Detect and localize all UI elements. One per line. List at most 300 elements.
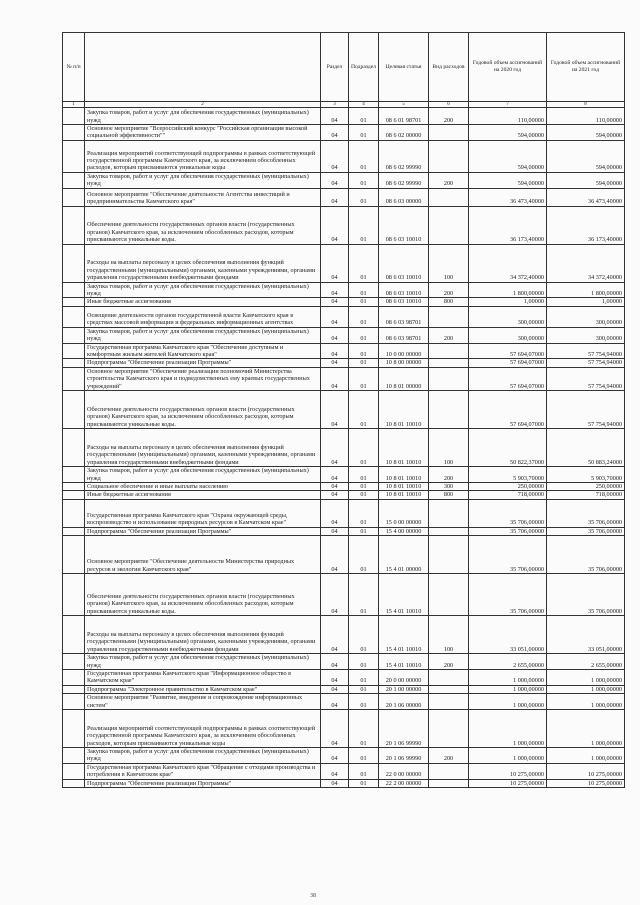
row-vr-cell (429, 499, 469, 527)
table-row (63, 306, 625, 327)
row-2021-cell: 36 173,40000 (547, 206, 625, 244)
row-csr-cell: 08 6 03 10010 (379, 244, 429, 282)
row-2021-cell: 594,00000 (547, 172, 625, 188)
row-2020-cell: 1 000,00000 (469, 709, 547, 747)
row-vr-cell (429, 206, 469, 244)
row-num-cell (63, 779, 85, 787)
table-row (63, 172, 625, 188)
row-vr-cell: 200 (429, 654, 469, 670)
row-2021-cell: 1 000,00000 (547, 709, 625, 747)
table-row (63, 694, 625, 710)
row-vr-cell (429, 763, 469, 779)
row-name-cell: Государственная программа Камчатского края "Обеспечение доступным и комфортным жильем жителей Камчатского края" (85, 343, 321, 359)
row-num-cell (63, 763, 85, 779)
row-num-cell (63, 306, 85, 327)
header-razdel: Раздел (321, 33, 349, 102)
row-2021-cell: 1 000,00000 (547, 669, 625, 685)
row-razdel-cell: 04 (321, 327, 349, 343)
row-razdel-cell: 04 (321, 367, 349, 390)
row-num-cell (63, 298, 85, 306)
row-2020-cell: 718,00000 (469, 491, 547, 499)
row-podrazdel-cell: 01 (349, 763, 379, 779)
row-2021-cell: 50 883,24000 (547, 429, 625, 467)
row-2021-cell: 10 275,00000 (547, 779, 625, 787)
table-row (63, 669, 625, 685)
row-num-cell (63, 527, 85, 535)
row-2020-cell: 57 694,07000 (469, 391, 547, 429)
row-2020-cell: 36 473,40000 (469, 188, 547, 206)
row-2020-cell: 57 694,07000 (469, 367, 547, 390)
row-name-cell: Обеспечение деятельности государственных органов власти (государственных органов) Камчатского края, за исключением обособленных расходов, которым присваиваются уникальные коды. (85, 391, 321, 429)
row-vr-cell (429, 391, 469, 429)
row-name-cell: Закупка товаров, работ и услуг для обеспечения государственных (муниципальных) нужд (85, 282, 321, 298)
row-2021-cell: 5 903,70000 (547, 467, 625, 483)
row-2021-cell: 594,00000 (547, 140, 625, 172)
row-2020-cell: 1,00000 (469, 298, 547, 306)
row-vr-cell (429, 779, 469, 787)
row-podrazdel-cell: 01 (349, 125, 379, 141)
row-num-cell (63, 125, 85, 141)
row-razdel-cell: 04 (321, 359, 349, 367)
row-2020-cell: 1 000,00000 (469, 747, 547, 763)
row-num-cell (63, 694, 85, 710)
row-2020-cell: 1 800,00000 (469, 282, 547, 298)
row-razdel-cell: 04 (321, 527, 349, 535)
row-2020-cell: 35 706,00000 (469, 499, 547, 527)
row-csr-cell: 15 4 00 00000 (379, 527, 429, 535)
row-razdel-cell: 04 (321, 747, 349, 763)
row-name-cell: Государственная программа Камчатского края "Охрана окружающей среды, воспроизводство и использование природных ресурсов в Камчатском крае" (85, 499, 321, 527)
row-2021-cell: 1 000,00000 (547, 685, 625, 693)
table-row (63, 491, 625, 499)
row-razdel-cell: 04 (321, 694, 349, 710)
row-2021-cell: 35 706,00000 (547, 574, 625, 616)
row-vr-cell: 200 (429, 467, 469, 483)
row-2020-cell: 300,00000 (469, 306, 547, 327)
row-podrazdel-cell: 01 (349, 108, 379, 125)
row-name-cell: Закупка товаров, работ и услуг для обеспечения государственных (муниципальных) нужд (85, 747, 321, 763)
row-name-cell: Иные бюджетные ассигнования (85, 298, 321, 306)
row-2020-cell: 10 275,00000 (469, 763, 547, 779)
column-number: 1 (63, 102, 85, 108)
row-podrazdel-cell: 01 (349, 359, 379, 367)
row-csr-cell: 08 6 02 99990 (379, 140, 429, 172)
row-vr-cell (429, 709, 469, 747)
row-name-cell: Государственная программа Камчатского края "Информационное общество в Камчатском крае" (85, 669, 321, 685)
row-csr-cell: 15 4 01 10010 (379, 574, 429, 616)
row-razdel-cell: 04 (321, 282, 349, 298)
row-csr-cell: 15 0 00 00000 (379, 499, 429, 527)
row-vr-cell (429, 536, 469, 574)
row-num-cell (63, 654, 85, 670)
row-num-cell (63, 282, 85, 298)
row-2020-cell: 594,00000 (469, 172, 547, 188)
row-num-cell (63, 429, 85, 467)
row-name-cell: Основное мероприятие "Обеспечение деятельности Министерства природных ресурсов и экологии Камчатского края" (85, 536, 321, 574)
row-2020-cell: 35 706,00000 (469, 574, 547, 616)
row-2021-cell: 2 655,00000 (547, 654, 625, 670)
row-num-cell (63, 188, 85, 206)
row-2020-cell: 34 372,40000 (469, 244, 547, 282)
row-csr-cell: 08 6 03 98701 (379, 327, 429, 343)
row-csr-cell: 08 6 03 10010 (379, 298, 429, 306)
row-2021-cell: 1 000,00000 (547, 747, 625, 763)
table-row (63, 188, 625, 206)
row-vr-cell (429, 669, 469, 685)
row-razdel-cell: 04 (321, 685, 349, 693)
header-csr: Целевая статья (379, 33, 429, 102)
table-row (63, 685, 625, 693)
row-2021-cell: 718,00000 (547, 491, 625, 499)
table-row (63, 709, 625, 747)
table-row (63, 282, 625, 298)
table-row (63, 391, 625, 429)
table-row (63, 108, 625, 125)
row-razdel-cell: 04 (321, 244, 349, 282)
row-razdel-cell: 04 (321, 172, 349, 188)
row-podrazdel-cell: 01 (349, 343, 379, 359)
row-csr-cell: 08 6 01 98701 (379, 108, 429, 125)
row-2021-cell: 57 754,94000 (547, 343, 625, 359)
row-vr-cell (429, 188, 469, 206)
row-num-cell (63, 359, 85, 367)
row-podrazdel-cell: 01 (349, 244, 379, 282)
header-name (85, 33, 321, 102)
row-csr-cell: 08 6 03 10010 (379, 206, 429, 244)
row-name-cell: Обеспечение деятельности государственных органов власти (государственных органов) Камчатского края, за исключением обособленных расходов, которым присваиваются уникальные коды. (85, 574, 321, 616)
row-vr-cell (429, 574, 469, 616)
table-row (63, 763, 625, 779)
row-podrazdel-cell: 01 (349, 527, 379, 535)
column-number: 4 (349, 102, 379, 108)
row-vr-cell: 100 (429, 244, 469, 282)
row-vr-cell: 200 (429, 747, 469, 763)
row-razdel-cell: 04 (321, 140, 349, 172)
row-csr-cell: 22 2 00 00000 (379, 779, 429, 787)
row-2020-cell: 110,00000 (469, 108, 547, 125)
table-row (63, 779, 625, 787)
header-vr: Вид расходов (429, 33, 469, 102)
row-csr-cell: 08 6 03 98701 (379, 306, 429, 327)
row-name-cell: Подпрограмма "Обеспечение реализации Программы" (85, 359, 321, 367)
row-2020-cell: 36 173,40000 (469, 206, 547, 244)
table-row (63, 367, 625, 390)
row-csr-cell: 10 8 01 00000 (379, 367, 429, 390)
row-2020-cell: 10 275,00000 (469, 779, 547, 787)
row-podrazdel-cell: 01 (349, 206, 379, 244)
row-csr-cell: 08 6 03 10010 (379, 282, 429, 298)
row-csr-cell: 15 4 01 10010 (379, 616, 429, 654)
row-vr-cell (429, 367, 469, 390)
column-number: 6 (429, 102, 469, 108)
row-vr-cell: 100 (429, 429, 469, 467)
row-num-cell (63, 343, 85, 359)
row-razdel-cell: 04 (321, 429, 349, 467)
row-csr-cell: 08 6 02 99990 (379, 172, 429, 188)
header-2020: Годовой объем ассигнований на 2020 год (469, 33, 547, 102)
row-podrazdel-cell: 01 (349, 429, 379, 467)
row-vr-cell: 100 (429, 616, 469, 654)
row-razdel-cell: 04 (321, 298, 349, 306)
row-vr-cell: 300 (429, 482, 469, 490)
header-num: № п/п (63, 33, 85, 102)
row-csr-cell: 08 6 03 00000 (379, 188, 429, 206)
row-podrazdel-cell: 01 (349, 482, 379, 490)
row-razdel-cell: 04 (321, 391, 349, 429)
row-razdel-cell: 04 (321, 306, 349, 327)
row-name-cell: Основное мероприятие "Всероссийский конкурс "Российская организация высокой социальной эффективности"" (85, 125, 321, 141)
row-2020-cell: 300,00000 (469, 327, 547, 343)
row-csr-cell: 15 4 01 00000 (379, 536, 429, 574)
row-razdel-cell: 04 (321, 669, 349, 685)
row-2020-cell: 5 903,70000 (469, 467, 547, 483)
row-2021-cell: 594,00000 (547, 125, 625, 141)
page-number: 38 (310, 893, 316, 899)
row-num-cell (63, 140, 85, 172)
row-name-cell: Подпрограмма "Обеспечение реализации Программы" (85, 779, 321, 787)
row-csr-cell: 22 0 00 00000 (379, 763, 429, 779)
row-razdel-cell: 04 (321, 763, 349, 779)
row-vr-cell (429, 359, 469, 367)
table-row (63, 574, 625, 616)
row-name-cell: Подпрограмма "Обеспечение реализации Программы" (85, 527, 321, 535)
row-name-cell: Основное мероприятие "Обеспечение реализации полномочий Министерства строительства Камчатского края и подведомственных ему краевых государственных учреждений" (85, 367, 321, 390)
table-row (63, 747, 625, 763)
row-podrazdel-cell: 01 (349, 669, 379, 685)
row-name-cell: Закупка товаров, работ и услуг для обеспечения государственных (муниципальных) нужд (85, 172, 321, 188)
row-num-cell (63, 244, 85, 282)
row-2021-cell: 36 473,40000 (547, 188, 625, 206)
row-vr-cell: 800 (429, 491, 469, 499)
row-name-cell: Реализация мероприятий соответствующей подпрограммы в рамках соответствующей государственной программы Камчатского края, за исключением обособленных расходов, которым присваиваются уникальные коды (85, 140, 321, 172)
row-csr-cell: 15 4 01 10010 (379, 654, 429, 670)
row-2020-cell: 2 655,00000 (469, 654, 547, 670)
row-num-cell (63, 685, 85, 693)
table-row (63, 429, 625, 467)
row-2021-cell: 300,00000 (547, 306, 625, 327)
row-csr-cell: 10 8 01 10010 (379, 491, 429, 499)
table-row (63, 482, 625, 490)
row-podrazdel-cell: 01 (349, 779, 379, 787)
row-csr-cell: 20 1 06 99990 (379, 747, 429, 763)
row-2020-cell: 1 000,00000 (469, 685, 547, 693)
row-2021-cell: 1 800,00000 (547, 282, 625, 298)
row-podrazdel-cell: 01 (349, 298, 379, 306)
table-row (63, 654, 625, 670)
row-vr-cell: 200 (429, 108, 469, 125)
row-2021-cell: 35 706,00000 (547, 536, 625, 574)
table-row (63, 536, 625, 574)
row-razdel-cell: 04 (321, 499, 349, 527)
column-number: 2 (85, 102, 321, 108)
header-2021: Годовой объем ассигнований на 2021 год (547, 33, 625, 102)
row-num-cell (63, 747, 85, 763)
table-row (63, 125, 625, 141)
row-name-cell: Закупка товаров, работ и услуг для обеспечения государственных (муниципальных) нужд (85, 327, 321, 343)
row-num-cell (63, 574, 85, 616)
row-podrazdel-cell: 01 (349, 491, 379, 499)
row-csr-cell: 20 0 00 00000 (379, 669, 429, 685)
column-number: 7 (469, 102, 547, 108)
row-csr-cell: 08 6 02 00000 (379, 125, 429, 141)
row-csr-cell: 10 8 01 10010 (379, 429, 429, 467)
row-podrazdel-cell: 01 (349, 467, 379, 483)
row-razdel-cell: 04 (321, 574, 349, 616)
row-num-cell (63, 536, 85, 574)
row-name-cell: Расходы на выплаты персоналу в целях обеспечения выполнения функций государственными (муниципальными) органами, казенными учреждениями, органами управления государственными внебюджетными фондами (85, 429, 321, 467)
row-num-cell (63, 482, 85, 490)
column-number: 8 (547, 102, 625, 108)
column-number: 5 (379, 102, 429, 108)
row-podrazdel-cell: 01 (349, 172, 379, 188)
row-razdel-cell: 04 (321, 108, 349, 125)
row-num-cell (63, 327, 85, 343)
row-name-cell: Освещение деятельности органов государственной власти Камчатского края в средствах массовой информации и федеральных информационных агентствах (85, 306, 321, 327)
row-name-cell: Реализация мероприятий соответствующей подпрограммы в рамках соответствующей государственной программы Камчатского края, за исключением обособленных расходов, которым присваиваются уникальные коды (85, 709, 321, 747)
row-num-cell (63, 669, 85, 685)
row-podrazdel-cell: 01 (349, 306, 379, 327)
row-num-cell (63, 391, 85, 429)
row-vr-cell: 200 (429, 172, 469, 188)
row-podrazdel-cell: 01 (349, 327, 379, 343)
row-2020-cell: 594,00000 (469, 140, 547, 172)
row-vr-cell: 200 (429, 282, 469, 298)
row-2021-cell: 1 000,00000 (547, 694, 625, 710)
row-2020-cell: 57 694,07000 (469, 343, 547, 359)
row-vr-cell (429, 694, 469, 710)
row-vr-cell (429, 527, 469, 535)
row-num-cell (63, 172, 85, 188)
row-csr-cell: 10 8 01 10010 (379, 482, 429, 490)
row-razdel-cell: 04 (321, 709, 349, 747)
row-2021-cell: 57 754,94000 (547, 359, 625, 367)
row-name-cell: Подпрограмма "Электронное правительство в Камчатском крае" (85, 685, 321, 693)
row-podrazdel-cell: 01 (349, 694, 379, 710)
row-csr-cell: 10 8 01 10010 (379, 467, 429, 483)
row-2021-cell: 10 275,00000 (547, 763, 625, 779)
row-razdel-cell: 04 (321, 343, 349, 359)
row-name-cell: Закупка товаров, работ и услуг для обеспечения государственных (муниципальных) нужд (85, 654, 321, 670)
row-2020-cell: 594,00000 (469, 125, 547, 141)
row-podrazdel-cell: 01 (349, 188, 379, 206)
table-row (63, 140, 625, 172)
row-2021-cell: 33 051,00000 (547, 616, 625, 654)
budget-table (62, 32, 625, 788)
row-num-cell (63, 108, 85, 125)
row-podrazdel-cell: 01 (349, 616, 379, 654)
column-number: 3 (321, 102, 349, 108)
row-razdel-cell: 04 (321, 491, 349, 499)
row-podrazdel-cell: 01 (349, 654, 379, 670)
row-name-cell: Основное мероприятие "Развитие, внедрение и сопровождение информационных систем" (85, 694, 321, 710)
row-csr-cell: 10 0 00 00000 (379, 343, 429, 359)
row-2021-cell: 35 706,00000 (547, 499, 625, 527)
row-vr-cell: 800 (429, 298, 469, 306)
row-razdel-cell: 04 (321, 536, 349, 574)
row-num-cell (63, 467, 85, 483)
row-razdel-cell: 04 (321, 188, 349, 206)
table-row (63, 298, 625, 306)
row-num-cell (63, 367, 85, 390)
row-vr-cell (429, 685, 469, 693)
row-vr-cell (429, 306, 469, 327)
row-podrazdel-cell: 01 (349, 747, 379, 763)
row-2020-cell: 33 051,00000 (469, 616, 547, 654)
row-2021-cell: 57 754,94000 (547, 391, 625, 429)
row-csr-cell: 10 8 00 00000 (379, 359, 429, 367)
row-podrazdel-cell: 01 (349, 391, 379, 429)
row-csr-cell: 10 8 01 10010 (379, 391, 429, 429)
row-2020-cell: 1 000,00000 (469, 669, 547, 685)
row-razdel-cell: 04 (321, 616, 349, 654)
row-name-cell: Закупка товаров, работ и услуг для обеспечения государственных (муниципальных) нужд (85, 108, 321, 125)
row-name-cell: Расходы на выплаты персоналу в целях обеспечения выполнения функций государственными (муниципальными) органами, казенными учреждениями, органами управления государственными внебюджетными фондами (85, 616, 321, 654)
row-2021-cell: 110,00000 (547, 108, 625, 125)
row-vr-cell (429, 125, 469, 141)
row-num-cell (63, 491, 85, 499)
row-podrazdel-cell: 01 (349, 536, 379, 574)
table-body (63, 108, 625, 788)
row-podrazdel-cell: 01 (349, 282, 379, 298)
row-vr-cell (429, 343, 469, 359)
row-podrazdel-cell: 01 (349, 709, 379, 747)
row-razdel-cell: 04 (321, 125, 349, 141)
table-row (63, 244, 625, 282)
row-2021-cell: 1,00000 (547, 298, 625, 306)
row-2020-cell: 57 694,07000 (469, 359, 547, 367)
row-csr-cell: 20 1 06 99990 (379, 709, 429, 747)
row-2021-cell: 57 754,94000 (547, 367, 625, 390)
row-podrazdel-cell: 01 (349, 140, 379, 172)
row-2021-cell: 250,00000 (547, 482, 625, 490)
row-name-cell: Расходы на выплаты персоналу в целях обеспечения выполнения функций государственными (муниципальными) органами, казенными учреждениями, органами управления государственными внебюджетными фондами (85, 244, 321, 282)
row-podrazdel-cell: 01 (349, 685, 379, 693)
row-razdel-cell: 04 (321, 467, 349, 483)
row-podrazdel-cell: 01 (349, 499, 379, 527)
row-2021-cell: 300,00000 (547, 327, 625, 343)
header-podrazdel: Подраздел (349, 33, 379, 102)
row-2020-cell: 250,00000 (469, 482, 547, 490)
row-2020-cell: 50 822,37000 (469, 429, 547, 467)
row-2020-cell: 35 706,00000 (469, 527, 547, 535)
table-row (63, 359, 625, 367)
row-2021-cell: 35 706,00000 (547, 527, 625, 535)
row-name-cell: Закупка товаров, работ и услуг для обеспечения государственных (муниципальных) нужд (85, 467, 321, 483)
row-2020-cell: 35 706,00000 (469, 536, 547, 574)
row-podrazdel-cell: 01 (349, 367, 379, 390)
table-row (63, 616, 625, 654)
row-vr-cell (429, 140, 469, 172)
row-podrazdel-cell: 01 (349, 574, 379, 616)
table-row (63, 499, 625, 527)
row-2020-cell: 1 000,00000 (469, 694, 547, 710)
row-num-cell (63, 206, 85, 244)
table-header-row (63, 33, 625, 102)
row-vr-cell: 200 (429, 327, 469, 343)
row-name-cell: Социальное обеспечение и иные выплаты населению (85, 482, 321, 490)
row-name-cell: Государственная программа Камчатского края "Обращение с отходами производства и потребления в Камчатском крае" (85, 763, 321, 779)
row-csr-cell: 20 1 00 00000 (379, 685, 429, 693)
row-2021-cell: 34 372,40000 (547, 244, 625, 282)
row-name-cell: Иные бюджетные ассигнования (85, 491, 321, 499)
row-num-cell (63, 499, 85, 527)
table-row (63, 527, 625, 535)
row-name-cell: Обеспечение деятельности государственных органов власти (государственных органов) Камчатского края, за исключением обособленных расходов, которым присваиваются уникальные коды. (85, 206, 321, 244)
row-csr-cell: 20 1 06 00000 (379, 694, 429, 710)
row-num-cell (63, 616, 85, 654)
row-razdel-cell: 04 (321, 779, 349, 787)
table-row (63, 327, 625, 343)
